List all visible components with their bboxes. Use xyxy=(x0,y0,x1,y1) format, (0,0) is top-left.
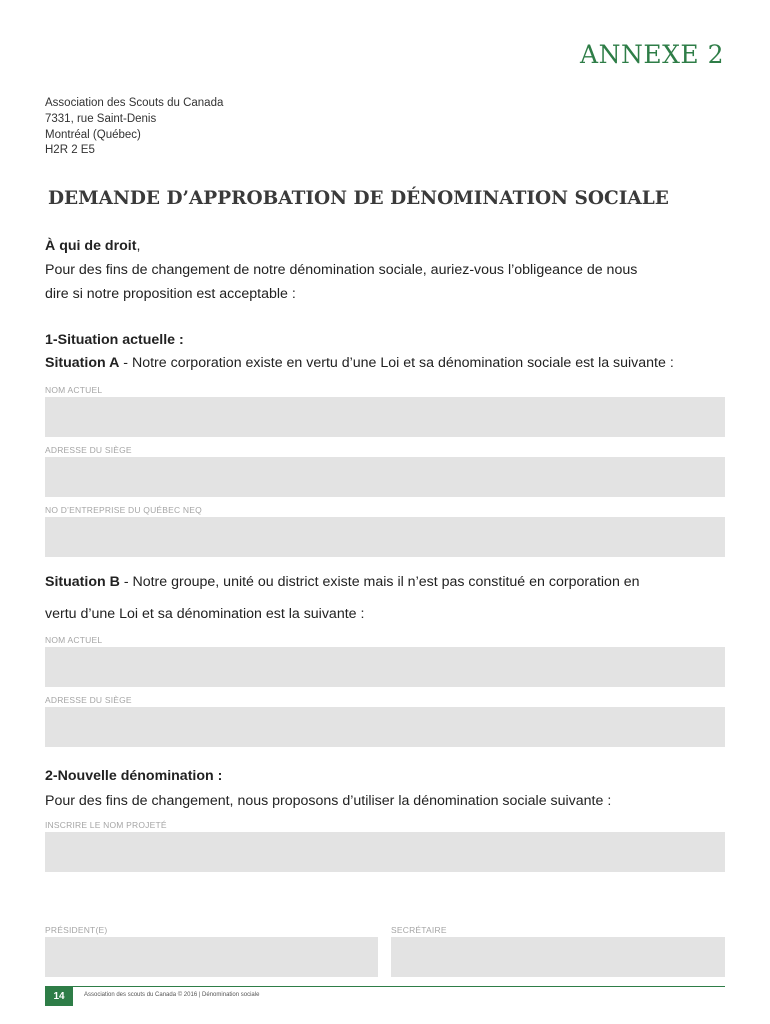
annexe-title: ANNEXE 2 xyxy=(580,40,724,69)
situation-a-text: - Notre corporation existe en vertu d’une Loi et sa dénomination sociale est la suivante : xyxy=(119,355,674,371)
neq-input[interactable] xyxy=(45,517,725,557)
adresse-siege-b-input[interactable] xyxy=(45,707,725,747)
secretaire-signature-input[interactable] xyxy=(391,937,725,977)
intro-line-2: dire si notre proposition est acceptable : xyxy=(45,286,296,302)
greeting xyxy=(45,238,140,254)
situation-a-label: Situation A xyxy=(45,355,120,371)
president-signature-input[interactable] xyxy=(45,937,378,977)
greeting-punct: , xyxy=(136,238,141,254)
intro-line-1: Pour des fins de changement de notre dénomination sociale, auriez-vous l’obligeance de nous xyxy=(45,262,638,278)
address-line-2: 7331, rue Saint-Denis xyxy=(45,112,157,125)
situation-b-text-1: - Notre groupe, unité ou district existe mais il n’est pas constitué en corporation en xyxy=(119,574,640,590)
address-line-4: H2R 2 E5 xyxy=(45,144,95,157)
nom-projete-input[interactable] xyxy=(45,832,725,872)
document-title: DEMANDE D’APPROBATION DE DÉNOMINATION SOCIALE xyxy=(48,188,669,209)
section-1-heading: 1-Situation actuelle : xyxy=(45,332,184,348)
field-label-adresse-b: ADRESSE DU SIÈGE xyxy=(45,695,132,705)
recipient-address xyxy=(45,96,223,159)
field-label-secretaire: SECRÉTAIRE xyxy=(391,925,447,935)
situation-b-line-2: vertu d’une Loi et sa dénomination est la suivante : xyxy=(45,606,365,622)
situation-b-line-1 xyxy=(45,574,640,590)
page-number: 14 xyxy=(45,986,73,1006)
nom-actuel-b-input[interactable] xyxy=(45,647,725,687)
field-label-adresse-a: ADRESSE DU SIÈGE xyxy=(45,445,132,455)
nom-actuel-a-input[interactable] xyxy=(45,397,725,437)
section-2-text: Pour des fins de changement, nous proposons d’utiliser la dénomination sociale suivante : xyxy=(45,793,612,809)
greeting-text: À qui de droit xyxy=(45,238,137,254)
field-label-nom-actuel-a: NOM ACTUEL xyxy=(45,385,103,395)
field-label-nom-actuel-b: NOM ACTUEL xyxy=(45,635,103,645)
situation-b-label: Situation B xyxy=(45,574,120,590)
field-label-neq: NO D’ENTREPRISE DU QUÉBEC NEQ xyxy=(45,505,202,515)
situation-a-line xyxy=(45,355,674,371)
address-line-3: Montréal (Québec) xyxy=(45,128,141,141)
address-line-1: Association des Scouts du Canada xyxy=(45,97,224,109)
footer-text: Association des scouts du Canada © 2016 | Dénomination sociale xyxy=(84,992,260,998)
footer-divider xyxy=(45,986,725,987)
field-label-president: PRÉSIDENT(E) xyxy=(45,925,108,935)
adresse-siege-a-input[interactable] xyxy=(45,457,725,497)
section-2-heading: 2-Nouvelle dénomination : xyxy=(45,768,223,784)
field-label-nom-projete: INSCRIRE LE NOM PROJETÉ xyxy=(45,820,167,830)
